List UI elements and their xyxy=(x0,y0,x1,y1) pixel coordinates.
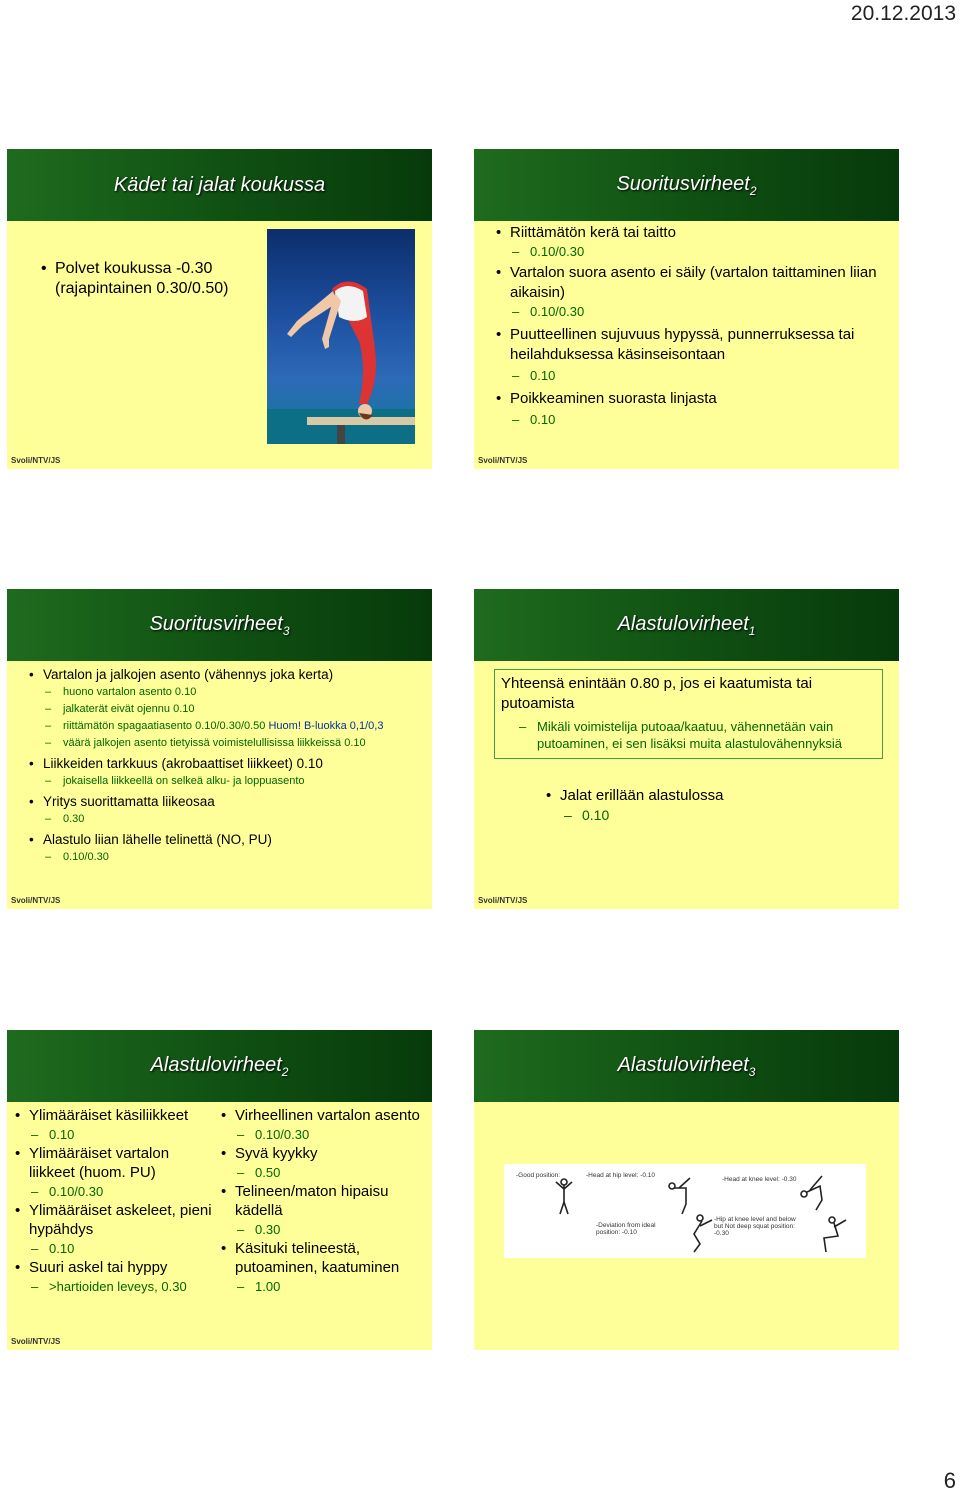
label-squat: -Hip at knee level and below but Not deep squat position: -0.30 xyxy=(714,1216,796,1237)
bullet-value: – 0.10 xyxy=(510,409,885,431)
max-deduction-box xyxy=(494,669,883,759)
bullet-value: – 0.10/0.30 xyxy=(510,243,885,261)
stick-figures xyxy=(504,1164,866,1258)
footer-label: Svoli/NTV/JS xyxy=(11,896,61,905)
label-hip: -Head at hip level: -0.10 xyxy=(586,1172,656,1179)
slide-header xyxy=(7,1030,432,1102)
bullet-value: – 0.30 xyxy=(235,1220,424,1239)
bullet-value: – 0.10/0.30 xyxy=(29,1182,213,1201)
bullet: • Suuri askel tai hyppy xyxy=(13,1258,213,1277)
footer-label: Svoli/NTV/JS xyxy=(11,456,61,465)
sub-bullet: – jalkaterät eivät ojennu 0.10 xyxy=(43,701,422,718)
footer-label: Svoli/NTV/JS xyxy=(478,456,528,465)
landing-positions-figure xyxy=(504,1164,866,1258)
bullet-value: – 1.00 xyxy=(235,1277,424,1296)
slide-title: Suoritusvirheet$_3$ xyxy=(149,612,290,638)
label-knee: -Head at knee level: -0.30 xyxy=(722,1176,797,1183)
slide-title: Alastulovirheet$_2$ xyxy=(150,1053,289,1079)
slide-header xyxy=(474,1030,899,1102)
box-sub-text: – Mikäli voimistelija putoaa/kaatuu, vähennetään vain putoaminen, ei sen lisäksi muita alastulovähennyksiä xyxy=(517,718,876,752)
right-column xyxy=(219,1106,424,1296)
slide-title: Suoritusvirheet$_2$ xyxy=(616,172,757,198)
bullet: • Yritys suorittamatta liikeosaa xyxy=(27,792,422,811)
box-main-text: Yhteensä enintään 0.80 p, jos ei kaatumista tai putoamista xyxy=(501,675,813,712)
slide-alastulovirheet-1 xyxy=(474,589,899,909)
bullet: • Poikkeaminen suorasta linjasta xyxy=(494,389,885,409)
footer-label: Svoli/NTV/JS xyxy=(11,1337,61,1346)
sub-bullet: – väärä jalkojen asento tietyissä voimistelullisissa liikkeissä 0.10 xyxy=(43,735,422,752)
bullet: • Polvet koukussa -0.30 (rajapintainen 0.30/0.50) xyxy=(39,259,255,299)
footer-label: Svoli/NTV/JS xyxy=(478,896,528,905)
label-good: -Good position: xyxy=(516,1172,561,1179)
gymnast-figure xyxy=(267,229,415,444)
bullet-value: – 0.10/0.30 xyxy=(235,1125,424,1144)
bullet: • Vartalon suora asento ei säily (vartalon taittaminen liian aikaisin) xyxy=(494,263,885,303)
slide-header xyxy=(474,589,899,661)
bullet: • Alastulo liian lähelle telinettä (NO, PU) xyxy=(27,830,422,849)
bullet: • Virheellinen vartalon asento xyxy=(219,1106,424,1125)
slide-title: Alastulovirheet$_3$ xyxy=(617,1053,756,1079)
date: 20.12.2013 xyxy=(850,2,956,25)
slide-alastulovirheet-2 xyxy=(7,1030,432,1350)
bullet: • Ylimääräiset vartalon liikkeet (huom. PU) xyxy=(13,1144,213,1182)
bullet-value: – 0.10 xyxy=(510,365,885,387)
bullet: • Jalat erillään alastulossa xyxy=(544,787,723,804)
sub-bullet: – riittämätön spagaatiasento 0.10/0.30/0.50 Huom! B-luokka 0,1/0,3 xyxy=(43,718,422,735)
slide-alastulovirheet-3 xyxy=(474,1030,899,1350)
bullet: • Käsituki telineestä, putoaminen, kaatuminen xyxy=(219,1239,424,1277)
slide-title: Alastulovirheet$_1$ xyxy=(617,612,756,638)
bullet: • Riittämätön kerä tai taitto xyxy=(494,223,885,243)
bullet: • Puutteellinen sujuvuus hypyssä, punnerruksessa tai heilahduksessa käsinseisontaan xyxy=(494,325,885,365)
bullet: • Syvä kyykky xyxy=(219,1144,424,1163)
bullet: • Ylimääräiset käsiliikkeet xyxy=(13,1106,213,1125)
bullet-value: – >hartioiden leveys, 0.30 xyxy=(29,1277,213,1296)
sub-bullet: – 0.10/0.30 xyxy=(43,849,422,866)
bullet: • Liikkeiden tarkkuus (akrobaattiset liikkeet) 0.10 xyxy=(27,754,422,773)
slide-header xyxy=(7,589,432,661)
bullet-value: – 0.10/0.30 xyxy=(510,303,885,321)
left-column xyxy=(13,1106,213,1296)
bullet: • Ylimääräiset askeleet, pieni hypähdys xyxy=(13,1201,213,1239)
bullet-value: – 0.10 xyxy=(29,1125,213,1144)
bullet-value: – 0.10 xyxy=(562,807,609,823)
sub-bullet: – huono vartalon asento 0.10 xyxy=(43,684,422,701)
sub-bullet: – 0.30 xyxy=(43,811,422,828)
slide-header xyxy=(474,149,899,221)
slide-suoritusvirheet-2 xyxy=(474,149,899,469)
page-number: 6 xyxy=(943,1468,956,1493)
slide-suoritusvirheet-3 xyxy=(7,589,432,909)
bullet-value: – 0.50 xyxy=(235,1163,424,1182)
slide-kadet-tai-jalat xyxy=(7,149,432,469)
slide-header xyxy=(7,149,432,221)
sub-bullet: – jokaisella liikkeellä on selkeä alku- ja loppuasento xyxy=(43,773,422,790)
bullet: • Telineen/maton hipaisu kädellä xyxy=(219,1182,424,1220)
bullet: • Vartalon ja jalkojen asento (vähennys joka kerta) xyxy=(27,665,422,684)
label-deviation: -Deviation from ideal position: -0.10 xyxy=(596,1222,656,1236)
slide-title: Kädet tai jalat koukussa xyxy=(113,173,326,196)
bullet-value: – 0.10 xyxy=(29,1239,213,1258)
gymnast-photo xyxy=(267,229,415,444)
